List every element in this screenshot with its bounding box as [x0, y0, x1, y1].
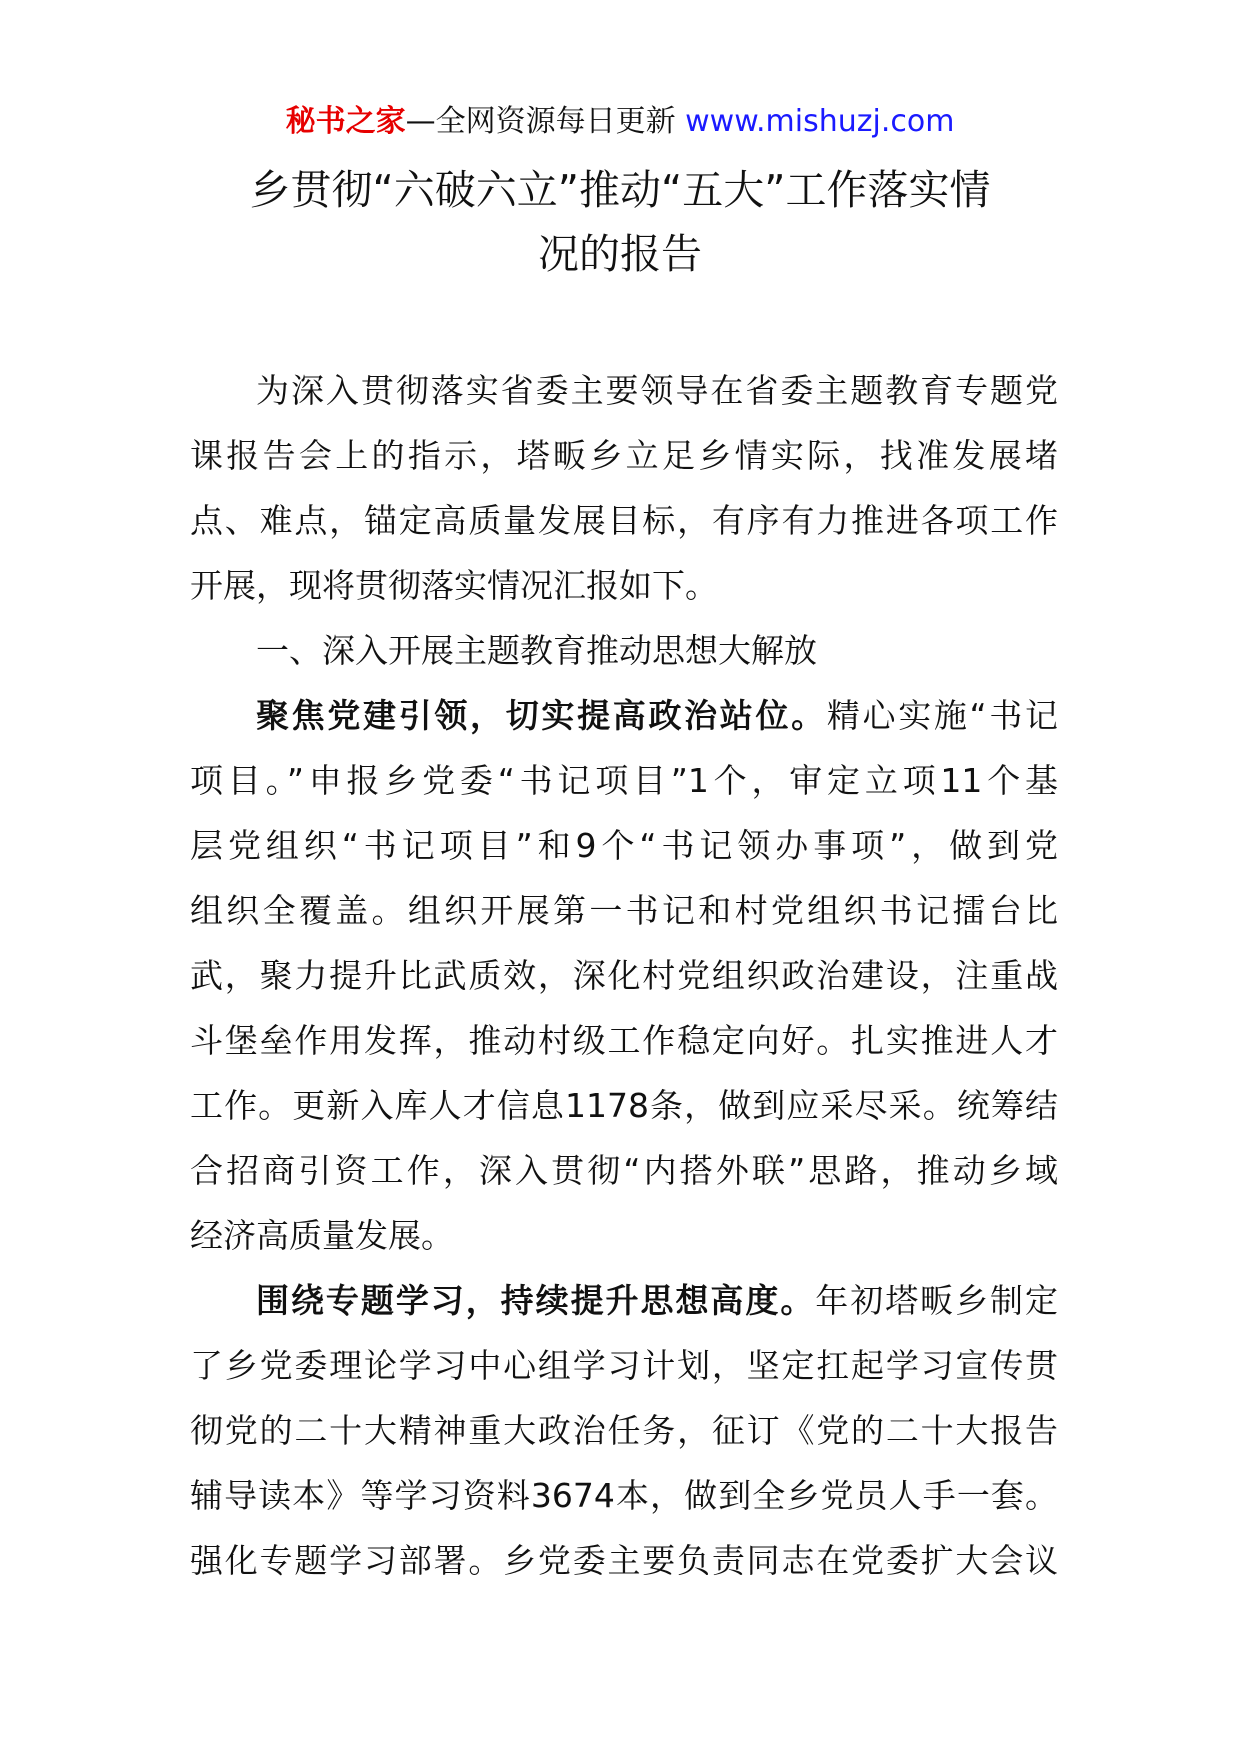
text-line: 层党组织“书记项目”和9个“书记领办事项”，做到党	[190, 826, 1058, 865]
watermark-header	[0, 100, 1240, 144]
text-line: 课报告会上的指示，塔畈乡立足乡情实际，找准发展堵	[190, 436, 1058, 475]
paragraph-lead-bold: 聚焦党建引领，切实提高政治站位。	[256, 696, 827, 735]
site-url[interactable]: www.mishuzj.com	[685, 104, 955, 139]
text-line: 工作。更新入库人才信息1178条，做到应采尽采。统筹结	[190, 1086, 1058, 1125]
header-tagline: —全网资源每日更新	[405, 104, 676, 139]
intro-paragraph	[190, 358, 1058, 618]
text-line: 彻党的二十大精神重大政治任务，征订《党的二十大报告	[190, 1411, 1058, 1450]
text-line: 武，聚力提升比武质效，深化村党组织政治建设，注重战	[190, 956, 1058, 995]
paragraph-lead-bold: 围绕专题学习，持续提升思想高度。	[256, 1281, 816, 1320]
text-span: 精心实施“书记	[826, 696, 1059, 735]
document-body	[190, 358, 1058, 1593]
paragraph-party-building	[190, 683, 1058, 1268]
section-heading: 一、深入开展主题教育推动思想大解放	[256, 631, 817, 670]
text-line: 开展，现将贯彻落实情况汇报如下。	[190, 566, 718, 605]
text-line: 组织全覆盖。组织开展第一书记和村党组织书记擂台比	[190, 891, 1058, 930]
text-line: 合招商引资工作，深入贯彻“内搭外联”思路，推动乡域	[190, 1151, 1058, 1190]
title-line-2: 况的报告	[538, 230, 702, 278]
text-line: 为深入贯彻落实省委主要领导在省委主题教育专题党	[256, 371, 1058, 410]
text-line	[190, 683, 1058, 748]
text-line	[190, 1268, 1058, 1333]
title-line-1: 乡贯彻“六破六立”推动“五大”工作落实情	[249, 166, 991, 214]
document-title	[170, 158, 1070, 286]
text-line: 辅导读本》等学习资料3674本，做到全乡党员人手一套。	[190, 1476, 1058, 1515]
text-line: 强化专题学习部署。乡党委主要负责同志在党委扩大会议	[190, 1541, 1058, 1580]
text-line: 项目。”申报乡党委“书记项目”1个，审定立项11个基	[190, 761, 1058, 800]
paragraph-study	[190, 1268, 1058, 1593]
text-line: 斗堡垒作用发挥，推动村级工作稳定向好。扎实推进人才	[190, 1021, 1058, 1060]
text-span: 年初塔畈乡制定	[815, 1281, 1059, 1320]
brand-name: 秘书之家	[285, 104, 406, 139]
text-line: 经济高质量发展。	[190, 1216, 454, 1255]
text-line: 了乡党委理论学习中心组学习计划，坚定扛起学习宣传贯	[190, 1346, 1058, 1385]
text-line: 点、难点，锚定高质量发展目标，有序有力推进各项工作	[190, 501, 1058, 540]
